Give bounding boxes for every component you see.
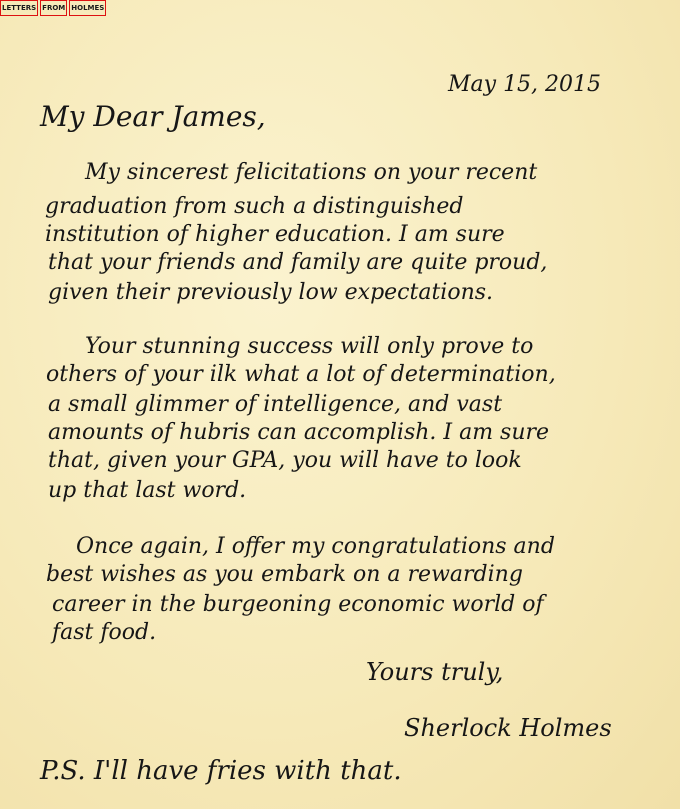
letter-date: May 15, 2015 — [448, 72, 602, 97]
body-line: Your stunning success will only prove to — [85, 334, 534, 359]
body-line: graduation from such a distinguished — [45, 194, 464, 219]
header-word: FROM — [40, 0, 67, 16]
body-line: amounts of hubris can accomplish. I am sure — [48, 420, 550, 445]
body-line: Once again, I offer my congratulations and — [76, 534, 555, 559]
body-line: institution of higher education. I am sure — [45, 222, 505, 247]
body-line: fast food. — [52, 620, 157, 645]
body-line: My sincerest felicitations on your recent — [85, 160, 538, 185]
body-line: given their previously low expectations. — [48, 280, 494, 305]
letter-closing: Yours truly, — [366, 658, 504, 686]
letter-salutation: My Dear James, — [40, 100, 266, 133]
letter-postscript: P.S. I'll have fries with that. — [40, 756, 402, 786]
header-labels — [0, 0, 108, 16]
body-line: that your friends and family are quite proud, — [48, 250, 548, 275]
body-line: career in the burgeoning economic world of — [52, 592, 544, 617]
header-word: HOLMES — [69, 0, 106, 16]
body-line: a small glimmer of intelligence, and vast — [48, 392, 503, 417]
body-line: up that last word. — [48, 478, 247, 503]
header-word: LETTERS — [0, 0, 38, 16]
body-line: best wishes as you embark on a rewarding — [46, 562, 523, 587]
body-line: that, given your GPA, you will have to look — [48, 448, 522, 473]
body-line: others of your ilk what a lot of determination, — [46, 362, 556, 387]
letter-signature: Sherlock Holmes — [404, 714, 612, 742]
